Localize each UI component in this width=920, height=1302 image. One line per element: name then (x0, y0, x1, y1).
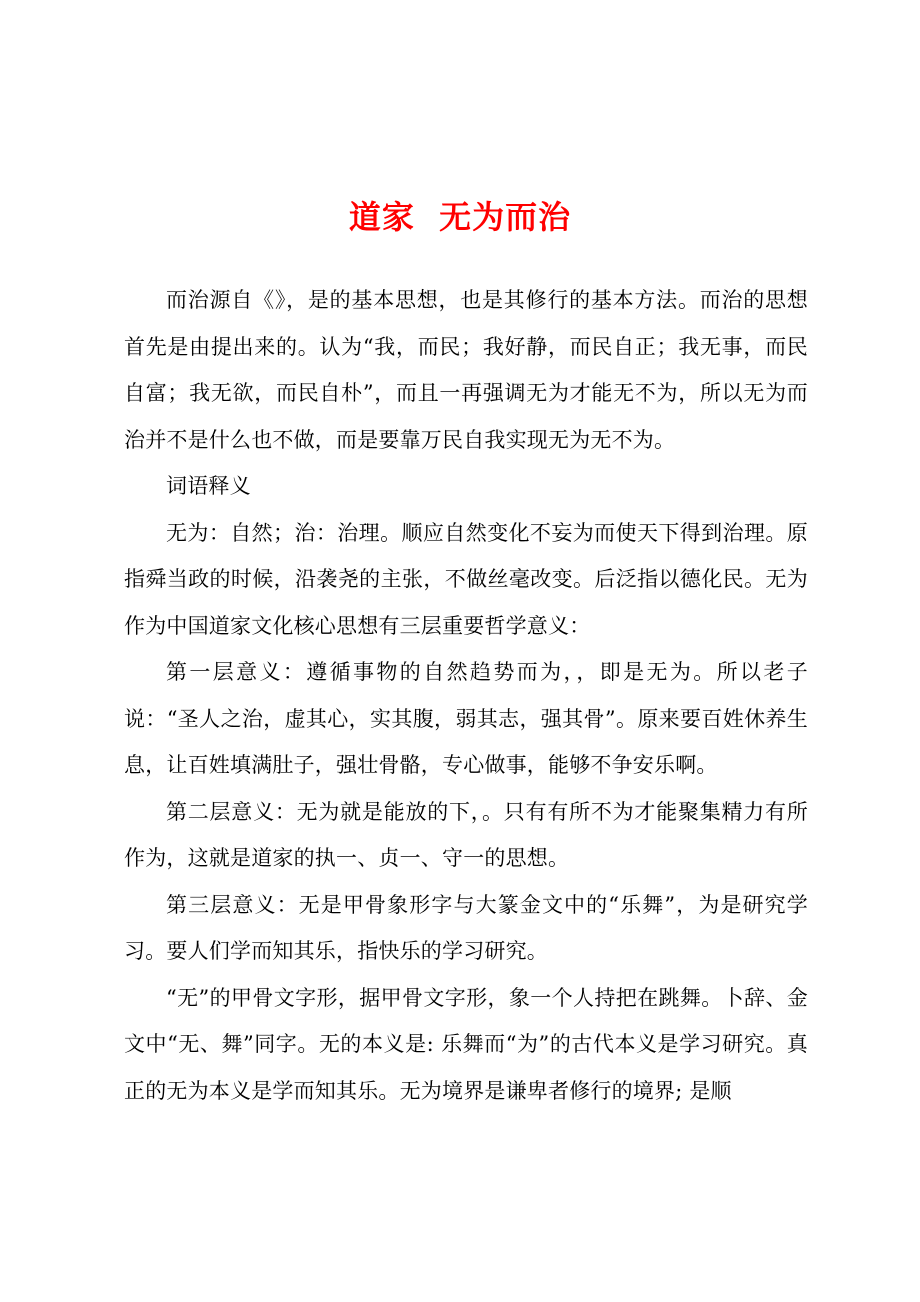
paragraph-heading-definition: 词语释义 (166, 474, 251, 498)
document-body (124, 277, 808, 1114)
paragraph-third-meaning: 第三层意义：无是甲骨象形字与大篆金文中的“乐舞”，为是研究学习。要人们学而知其乐，指快乐的学习研究。 (124, 892, 808, 963)
paragraph-intro: 而治源自《》，是的基本思想，也是其修行的基本方法。而治的思想首先是由提出来的。认为“我，而民；我好静，而民自正；我无事，而民自富；我无欲，而民自朴”，而且一再强调无为才能无不为，所以无为而治并不是什么也不做，而是要靠万民自我实现无为无不为。 (124, 288, 808, 452)
paragraph-second-meaning: 第二层意义：无为就是能放的下，。只有有所不为才能聚集精力有所作为，这就是道家的执一、贞一、守一的思想。 (124, 799, 808, 870)
paragraph-character-origin: “无”的甲骨文字形，据甲骨文字形，象一个人持把在跳舞。卜辞、金文中“无、舞”同字。无的本义是: 乐舞而“为”的古代本义是学习研究。真正的无为本义是学而知其乐。无为境界是谦卑者修行的境界; 是顺 (124, 985, 808, 1103)
paragraph-definition: 无为：自然；治：治理。顺应自然变化不妄为而使天下得到治理。原指舜当政的时候，沿袭尧的主张，不做丝毫改变。后泛指以德化民。无为作为中国道家文化核心思想有三层重要哲学意义： (124, 520, 808, 638)
document-title: 道家 无为而治 (348, 198, 572, 236)
paragraph-first-meaning: 第一层意义：遵循事物的自然趋势而为，，即是无为。所以老子说：“圣人之治，虚其心，实其腹，弱其志，强其骨”。原来要百姓休养生息，让百姓填满肚子，强壮骨骼，专心做事，能够不争安乐啊。 (124, 660, 808, 777)
